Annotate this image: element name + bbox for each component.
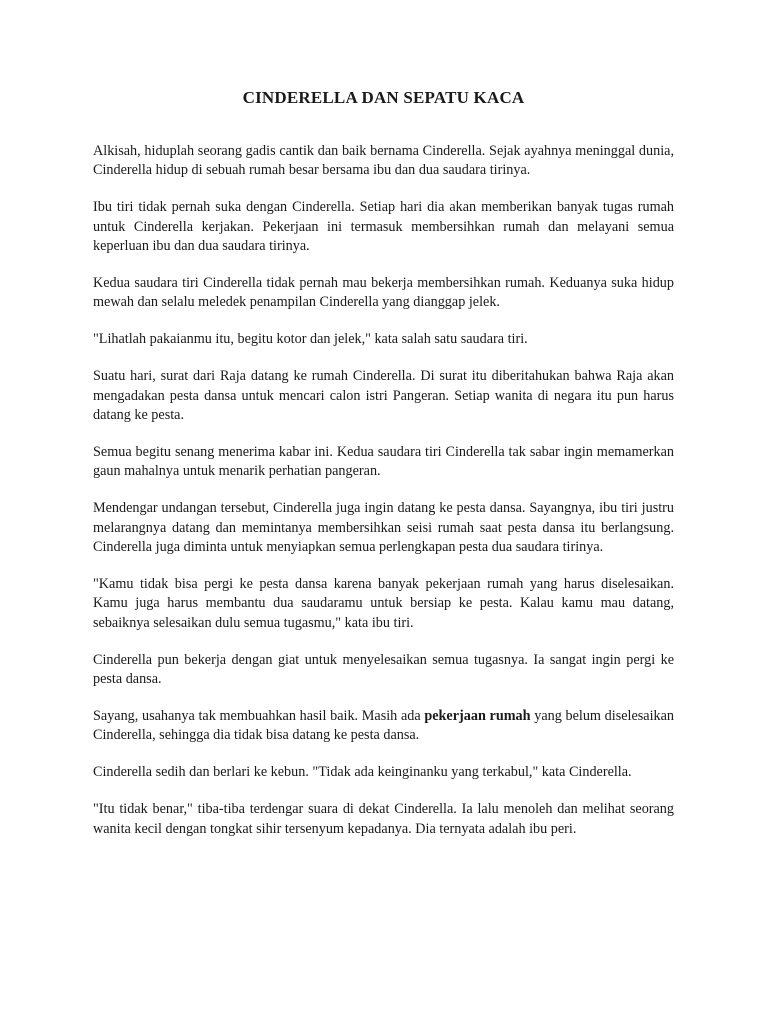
paragraph-10-text-before: Sayang, usahanya tak membuahkan hasil baik. Masih ada [93, 708, 425, 725]
paragraph-7: Mendengar undangan tersebut, Cinderella juga ingin datang ke pesta dansa. Sayangnya, ibu tiri justru melarangnya datang dan memintanya membersihkan seisi rumah saat pesta dansa itu berlangsung. Cinderella juga diminta untuk menyiapkan semua perlengkapan pesta dua saudara tirinya. [93, 500, 674, 556]
paragraph-4: "Lihatlah pakaianmu itu, begitu kotor dan jelek," kata salah satu saudara tiri. [93, 331, 528, 348]
paragraph-12: "Itu tidak benar," tiba-tiba terdengar suara di dekat Cinderella. Ia lalu menoleh dan melihat seorang wanita kecil dengan tongkat sihir tersenyum kepadanya. Dia ternyata adalah ibu peri. [93, 801, 674, 837]
paragraph-3: Kedua saudara tiri Cinderella tidak pernah mau bekerja membersihkan rumah. Keduanya suka hidup mewah dan selalu meledek penampilan Cinderella yang dianggap jelek. [93, 275, 674, 311]
paragraph-5: Suatu hari, surat dari Raja datang ke rumah Cinderella. Di surat itu diberitahukan bahwa Raja akan mengadakan pesta dansa untuk mencari calon istri Pangeran. Setiap wanita di negara itu pun harus datang ke pesta. [93, 368, 674, 424]
paragraph-6: Semua begitu senang menerima kabar ini. Kedua saudara tiri Cinderella tak sabar ingin memamerkan gaun mahalnya untuk menarik perhatian pangeran. [93, 443, 674, 480]
paragraph-11: Cinderella sedih dan berlari ke kebun. "Tidak ada keinginanku yang terkabul," kata Cinderella. [93, 764, 632, 781]
document-title: CINDERELLA DAN SEPATU KACA [242, 88, 525, 107]
document-page [93, 84, 674, 857]
paragraph-10 [93, 707, 674, 746]
paragraph-10-text-after: yang belum diselesaikan Cinderella, sehingga dia tidak bisa datang ke pesta dansa. [93, 708, 674, 744]
paragraph-2: Ibu tiri tidak pernah suka dengan Cinderella. Setiap hari dia akan memberikan banyak tugas rumah untuk Cinderella kerjakan. Pekerjaan ini termasuk membersihkan rumah dan melayani semua keperluan ibu dan dua saudara tirinya. [93, 199, 674, 255]
paragraph-10-bold-phrase: pekerjaan rumah [424, 708, 531, 725]
paragraph-1: Alkisah, hiduplah seorang gadis cantik dan baik bernama Cinderella. Sejak ayahnya meninggal dunia, Cinderella hidup di sebuah rumah besar bersama ibu dan dua saudara tirinya. [93, 143, 674, 179]
paragraph-9: Cinderella pun bekerja dengan giat untuk menyelesaikan semua tugasnya. Ia sangat ingin pergi ke pesta dansa. [93, 651, 674, 688]
paragraph-8: "Kamu tidak bisa pergi ke pesta dansa karena banyak pekerjaan rumah yang harus diselesaikan. Kamu juga harus membantu dua saudaramu untuk bersiap ke pesta. Kalau kamu mau datang, sebaiknya selesaikan dulu semua tugasmu," kata ibu tiri. [93, 576, 674, 631]
